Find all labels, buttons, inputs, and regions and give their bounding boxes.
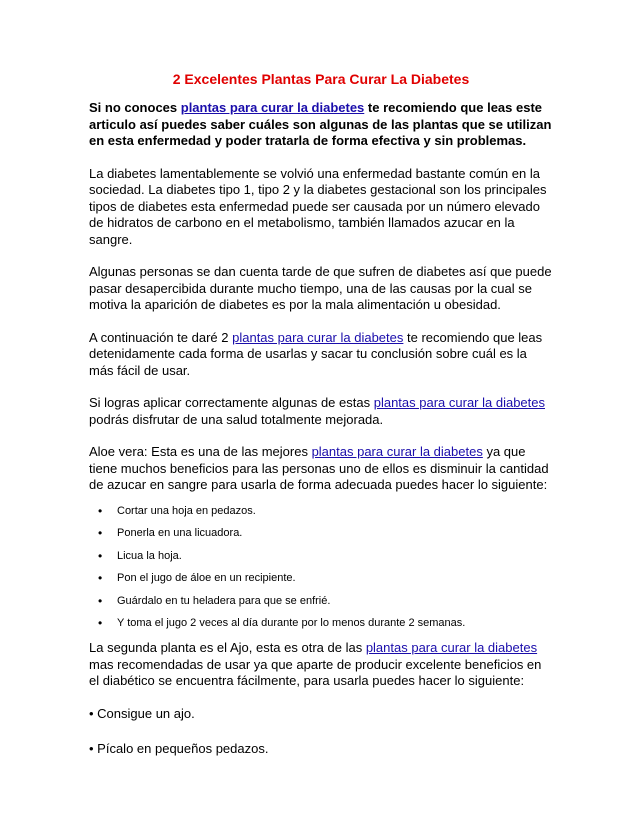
list-item-text: Pon el jugo de áloe en un recipiente.: [117, 572, 296, 585]
page-title: 2 Excelentes Plantas Para Curar La Diabetes: [172, 71, 470, 87]
bullet-icon: •: [98, 548, 103, 563]
paragraph-diabetes-causes: Algunas personas se dan cuenta tarde de que sufren de diabetes así que puede pasar desapercibida durante mucho tiempo, una de las causas por la cual se motiva la aparición de diabetes es por la mala alimentación u obesidad.: [89, 264, 552, 312]
intro-text-after: te recomiendo que leas este articulo así puedes saber cuáles son algunas de las plantas que se utilizan en esta enfermedad y poder tratarla de forma efectiva y sin problemas.: [89, 100, 552, 148]
paragraph-text-before: A continuación te daré 2: [89, 329, 233, 345]
ajo-step-2: • Pícalo en pequeños pedazos.: [89, 740, 269, 756]
list-item: [89, 594, 553, 608]
list-item: [89, 549, 553, 563]
bullet-icon: •: [98, 571, 103, 586]
bullet-icon: •: [98, 616, 103, 631]
list-item-text: Guárdalo en tu heladera para que se enfrié.: [117, 594, 331, 607]
bullet-icon: •: [98, 503, 103, 518]
paragraph-text-before: La segunda planta es el Ajo, esta es otra de las: [89, 640, 366, 656]
plantas-link[interactable]: plantas para curar la diabetes: [232, 329, 404, 345]
aloe-steps-list: [89, 504, 553, 631]
plantas-link[interactable]: plantas para curar la diabetes: [180, 100, 365, 115]
intro-text-before: Si no conoces: [89, 100, 181, 115]
list-item-text: Y toma el jugo 2 veces al día durante por lo menos durante 2 semanas.: [117, 617, 466, 630]
paragraph-apply: [89, 395, 553, 428]
list-item-text: Licua la hoja.: [117, 549, 182, 562]
list-item: [89, 504, 553, 518]
paragraph-text-after: ya que tiene muchos beneficios para las personas uno de ellos es disminuir la cantidad de azucar en sangre para usarla de forma adecuada puedes hacer lo siguiente:: [89, 444, 549, 492]
paragraph-text-after: podrás disfrutar de una salud totalmente mejorada.: [89, 411, 384, 427]
paragraph-text-before: Si logras aplicar correctamente algunas de estas: [89, 395, 374, 410]
ajo-step-1: • Consigue un ajo.: [89, 705, 195, 721]
bullet-icon: •: [98, 526, 103, 541]
list-item: [89, 526, 553, 540]
paragraph-text-before: Aloe vera: Esta es una de las mejores: [89, 444, 312, 459]
paragraph-continuation: [89, 330, 553, 380]
plantas-link[interactable]: plantas para curar la diabetes: [373, 395, 545, 410]
plantas-link[interactable]: plantas para curar la diabetes: [365, 640, 538, 656]
paragraph-diabetes-types: La diabetes lamentablemente se volvió una enfermedad bastante común en la sociedad. La diabetes tipo 1, tipo 2 y la diabetes gestacional son los principales tipos de diabetes esta enfermedad puede ser causada por un número elevado de hidratos de carbono en el metabolismo, también llamados azucar en la sangre.: [89, 165, 547, 247]
list-item-text: Ponerla en una licuadora.: [117, 527, 243, 540]
document-page: [89, 70, 553, 776]
list-item: [89, 571, 553, 585]
bullet-icon: •: [98, 593, 103, 608]
paragraph-aloe-vera: [89, 444, 553, 494]
intro-paragraph: [89, 100, 553, 150]
paragraph-text-after: te recomiendo que leas detenidamente cada forma de usarlas y sacar tu conclusión sobre cuál es la más fácil de usar.: [89, 329, 543, 378]
paragraph-ajo: [89, 640, 553, 690]
list-item-text: Cortar una hoja en pedazos.: [117, 504, 256, 517]
plantas-link[interactable]: plantas para curar la diabetes: [311, 444, 483, 459]
paragraph-text-after: mas recomendadas de usar ya que aparte de producir excelente beneficios en el diabético se encuentra fácilmente, para usarla puedes hacer lo siguiente:: [89, 656, 542, 689]
list-item: [89, 616, 553, 630]
